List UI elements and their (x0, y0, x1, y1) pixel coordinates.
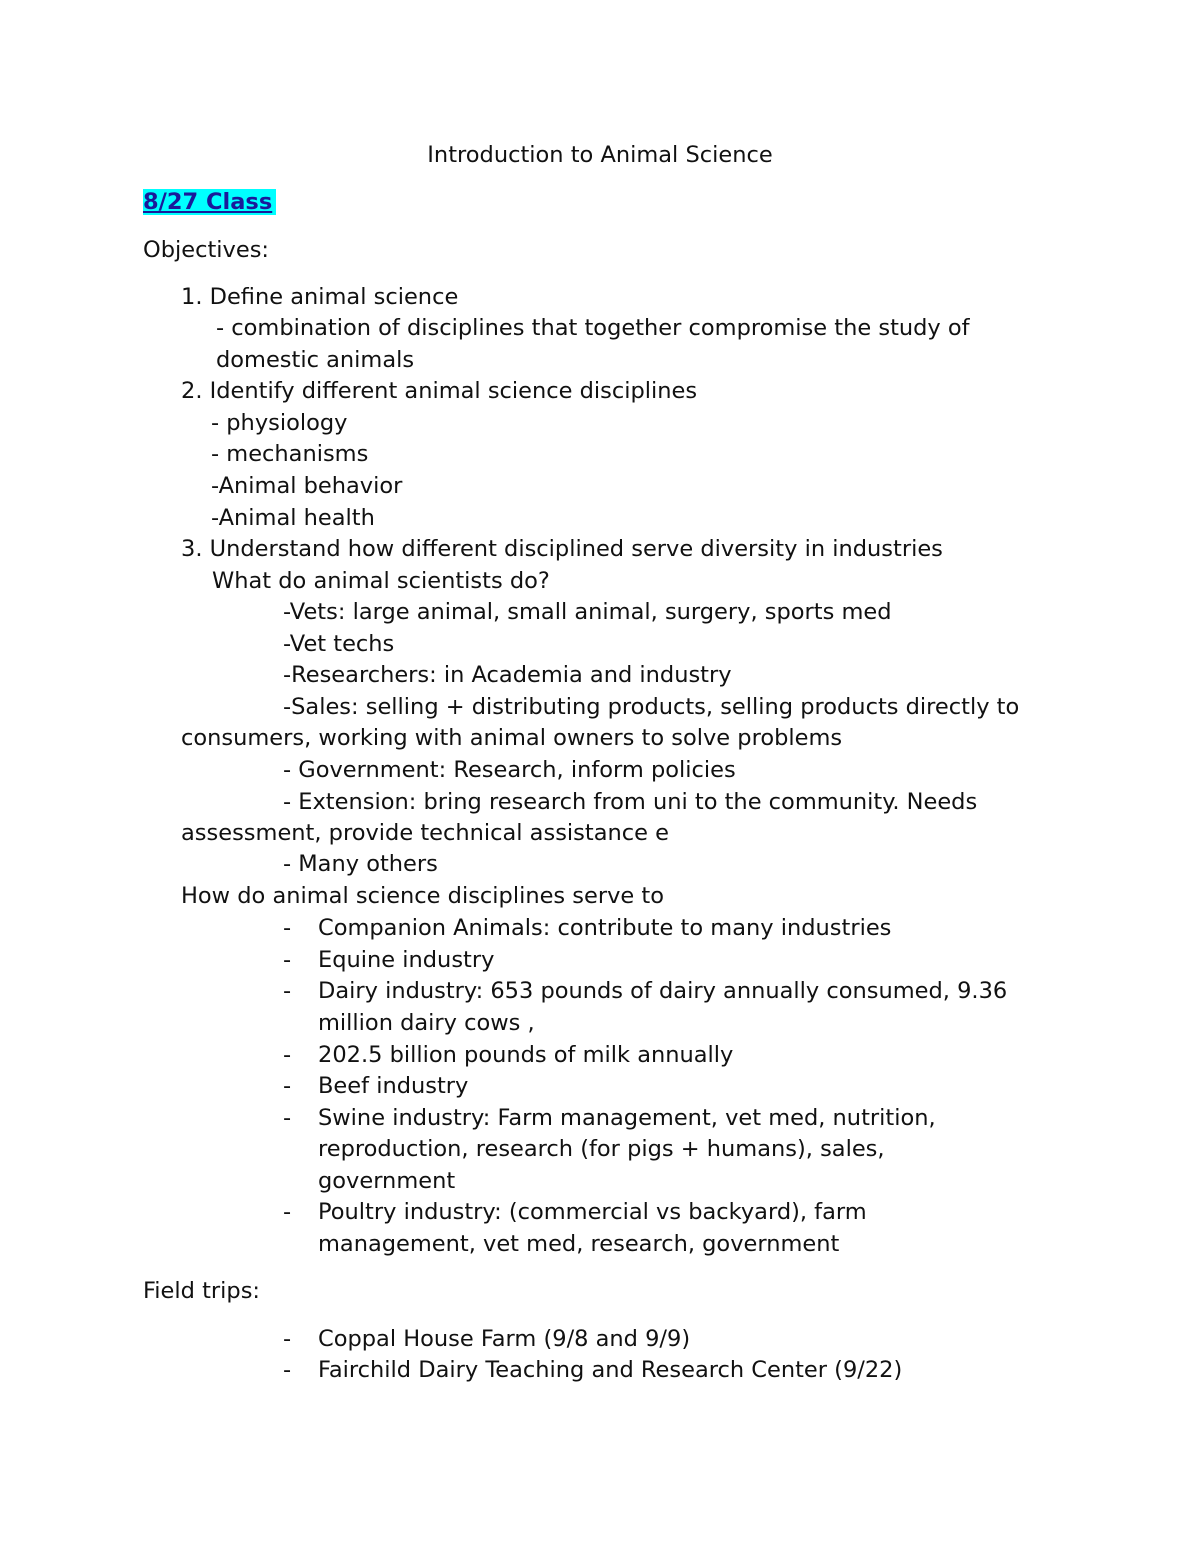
discipline-item: -Animal behavior (211, 473, 403, 499)
list-dash: - (283, 915, 292, 941)
industry-item: Beef industry (318, 1073, 469, 1099)
objective-1: 1. Define animal science (181, 284, 459, 310)
scientists-question: What do animal scientists do? (212, 568, 550, 594)
industry-item-cont: government (318, 1168, 456, 1194)
career-item: - Extension: bring research from uni to the community. Needs (283, 789, 978, 815)
industry-item-cont: management, vet med, research, government (318, 1231, 840, 1257)
list-dash: - (283, 1073, 292, 1099)
class-heading-text: 8/27 Class (143, 189, 276, 215)
document-title: Introduction to Animal Science (427, 142, 773, 168)
industry-item: Poultry industry: (commercial vs backyard), farm (318, 1199, 867, 1225)
list-dash: - (283, 1105, 292, 1131)
objective-2: 2. Identify different animal science disciplines (181, 378, 698, 404)
career-item: - Many others (283, 851, 438, 877)
objective-1-detail-cont: domestic animals (216, 347, 415, 373)
list-dash: - (283, 1199, 292, 1225)
objective-1-detail: - combination of disciplines that together compromise the study of (216, 315, 970, 341)
career-item: -Sales: selling + distributing products, selling products directly to (283, 694, 1020, 720)
list-dash: - (283, 1357, 292, 1383)
field-trip-item: Coppal House Farm (9/8 and 9/9) (318, 1326, 691, 1352)
industry-item: Dairy industry: 653 pounds of dairy annually consumed, 9.36 (318, 978, 1008, 1004)
list-dash: - (283, 947, 292, 973)
industry-item-cont: million dairy cows , (318, 1010, 535, 1036)
career-item: -Vets: large animal, small animal, surgery, sports med (283, 599, 892, 625)
objective-3: 3. Understand how different disciplined serve diversity in industries (181, 536, 943, 562)
list-dash: - (283, 1326, 292, 1352)
list-dash: - (283, 1042, 292, 1068)
objectives-label: Objectives: (143, 237, 269, 263)
industry-item-cont: reproduction, research (for pigs + humans), sales, (318, 1136, 885, 1162)
industry-item: 202.5 billion pounds of milk annually (318, 1042, 734, 1068)
discipline-item: - physiology (211, 410, 348, 436)
career-item-cont: consumers, working with animal owners to solve problems (181, 725, 843, 751)
field-trip-item: Fairchild Dairy Teaching and Research Center (9/22) (318, 1357, 903, 1383)
career-item-cont: assessment, provide technical assistance e (181, 820, 669, 846)
serve-label: How do animal science disciplines serve to (181, 883, 665, 909)
career-item: -Vet techs (283, 631, 395, 657)
discipline-item: - mechanisms (211, 441, 369, 467)
class-heading (143, 187, 276, 217)
list-dash: - (283, 978, 292, 1004)
industry-item: Companion Animals: contribute to many industries (318, 915, 892, 941)
discipline-item: -Animal health (211, 505, 375, 531)
career-item: - Government: Research, inform policies (283, 757, 736, 783)
industry-item: Swine industry: Farm management, vet med, nutrition, (318, 1105, 936, 1131)
career-item: -Researchers: in Academia and industry (283, 662, 732, 688)
field-trips-label: Field trips: (143, 1278, 260, 1304)
industry-item: Equine industry (318, 947, 495, 973)
